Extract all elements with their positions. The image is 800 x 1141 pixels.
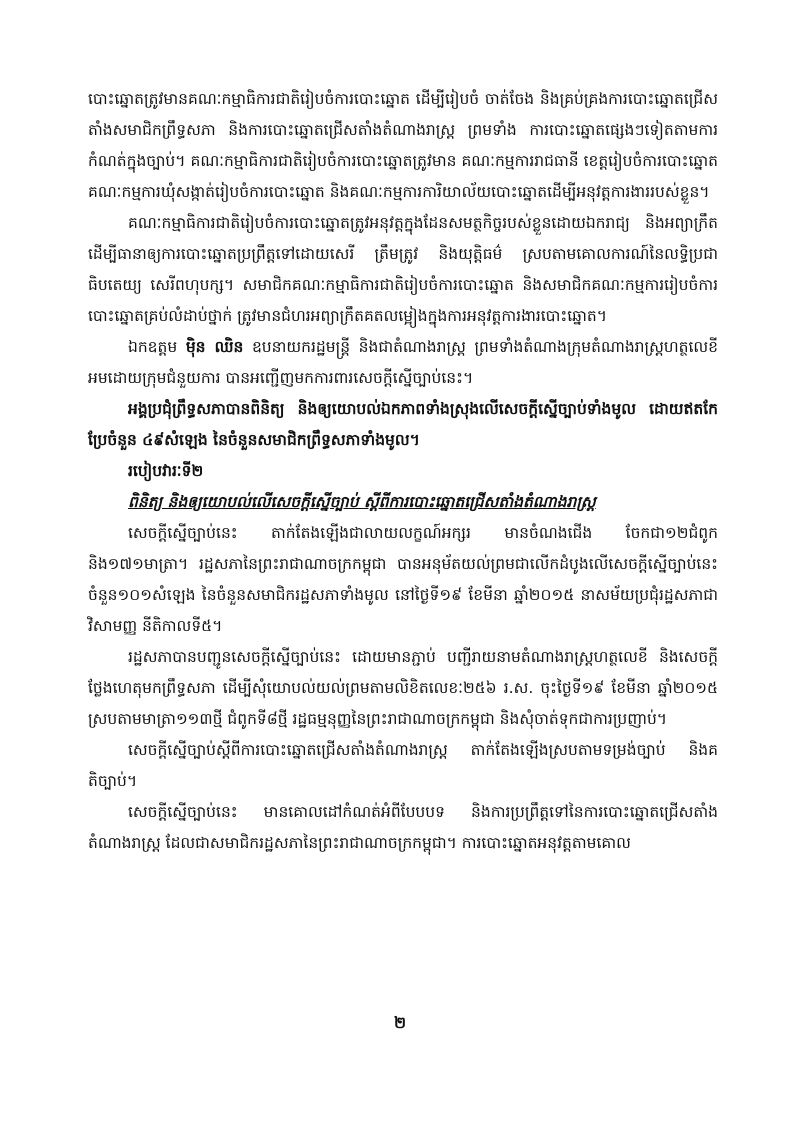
- paragraph-3: [88, 332, 718, 394]
- agenda-item-title: ពិនិត្យ និងឲ្យយោបល់លើសេចក្តីស្នើច្បាប់ ស្តីពីការបោះឆ្នោតជ្រើសតាំងតំណាងរាស្ត្រ: [128, 493, 596, 511]
- agenda-item-label: របៀបវារៈទី២: [128, 462, 204, 480]
- paragraph-5: សេចក្តីស្នើច្បាប់នេះ តាក់តែងឡើងជាលាយលក្ខណ៍អក្សរ មានចំណងជើង ចែកជា១២ជំពូក និង១៧១មាត្រា។ រដ្ឋសភានៃព្រះរាជាណាចក្រកម្ពុជា បានអនុម័តយល់ព្រមជាលើកដំបូងលើសេចក្តីស្នើច្បាប់នេះ ចំនួន១០១សំឡេង នៃចំនួនសមាជិករដ្ឋសភាទាំងមូល នៅថ្ងៃទី១៩ ខែមីនា ឆ្នាំ២០១៥ នាសម័យប្រជុំរដ្ឋសភាជាវិសាមញ្ញ នីតិកាលទី៥។: [88, 524, 718, 635]
- paragraph-7: សេចក្តីស្នើច្បាប់ស្តីពីការបោះឆ្នោតជ្រើសតាំងតំណាងរាស្ត្រ តាក់តែងឡើងស្របតាមទម្រង់ច្បាប់ និងគតិច្បាប់។: [88, 741, 718, 790]
- paragraph-6: រដ្ឋសភាបានបញ្ជូនសេចក្តីស្នើច្បាប់នេះ ដោយមានភ្ជាប់ បញ្ជីរាយនាមតំណាងរាស្ត្រហត្ថលេខី និងសេចក្តីថ្លែងហេតុមកព្រឹទ្ធសភា ដើម្បីសុំយោបល់យល់ព្រមតាមលិខិតលេខៈ២៥៦ រ.ស. ចុះថ្ងៃទី១៩ ខែមីនា ឆ្នាំ២០១៥ ស្របតាមមាត្រា១១៣ថ្មី ជំពូកទី៨ថ្មី រដ្ឋធម្មនុញ្ញនៃព្រះរាជាណាចក្រកម្ពុជា និងសុំចាត់ទុកជាការប្រញាប់។: [88, 648, 718, 728]
- paragraph-3-prefix: ឯកឧត្តម: [128, 338, 186, 356]
- page-number: ២: [393, 1013, 407, 1032]
- document-body: [88, 84, 718, 859]
- paragraph-1: បោះឆ្នោតត្រូវមានគណៈកម្មាធិការជាតិរៀបចំការបោះឆ្នោត ដើម្បីរៀបចំ ចាត់ចែង និងគ្រប់គ្រងការបោះឆ្នោតជ្រើសតាំងសមាជិកព្រឹទ្ធសភា និងការបោះឆ្នោតជ្រើសតាំងតំណាងរាស្ត្រ ព្រមទាំង ការបោះឆ្នោតផ្សេងៗទៀតតាមការកំណត់ក្នុងច្បាប់។ គណៈកម្មាធិការជាតិរៀបចំការបោះឆ្នោតត្រូវមាន គណៈកម្មការរាជធានី ខេត្តរៀបចំការបោះឆ្នោត គណៈកម្មការឃុំសង្កាត់រៀបចំការបោះឆ្នោត និងគណៈកម្មការការិយាល័យបោះឆ្នោតដើម្បីអនុវត្តការងាររបស់ខ្លួន។: [88, 90, 718, 201]
- minister-name: ម៉ិន ឈិន: [185, 338, 244, 356]
- paragraph-8: សេចក្តីស្នើច្បាប់នេះ មានគោលដៅកំណត់អំពីបែបបទ និងការប្រព្រឹត្តទៅនៃការបោះឆ្នោតជ្រើសតាំងតំណាងរាស្ត្រ ដែលជាសមាជិករដ្ឋសភានៃព្រះរាជាណាចក្រកម្ពុជា។ ការបោះឆ្នោតអនុវត្តតាមគោល: [88, 803, 718, 852]
- paragraph-3-suffix: ឧបនាយករដ្ឋមន្ត្រី និងជាតំណាងរាស្ត្រ ព្រមទាំងតំណាងក្រុមតំណាងរាស្ត្រហត្ថលេខី អមដោយក្រុមជំនួយការ បានអញ្ជើញមកការពារសេចក្តីស្នើច្បាប់នេះ។: [88, 338, 718, 387]
- paragraph-4-vote-result: អង្គប្រជុំព្រឹទ្ធសភាបានពិនិត្យ និងឲ្យយោបល់ឯកភាពទាំងស្រុងលើសេចក្តីស្នើច្បាប់ទាំងមូល ដោយឥតកែប្រែចំនួន ៤៩សំឡេង នៃចំនួនសមាជិកព្រឹទ្ធសភាទាំងមូល។: [88, 400, 718, 449]
- paragraph-2: គណៈកម្មាធិការជាតិរៀបចំការបោះឆ្នោតត្រូវអនុវត្តក្នុងដែនសមត្ថកិច្ចរបស់ខ្លួនដោយឯករាជ្យ និងអព្យាក្រឹត ដើម្បីធានាឲ្យការបោះឆ្នោតប្រព្រឹត្តទៅដោយសេរី ត្រឹមត្រូវ និងយុត្តិធម៌ ស្របតាមគោលការណ៍នៃលទ្ធិប្រជាធិបតេយ្យ សេរីពហុបក្ស។ សមាជិកគណៈកម្មាធិការជាតិរៀបចំការបោះឆ្នោត និងសមាជិកគណៈកម្មការរៀបចំការបោះឆ្នោតគ្រប់លំដាប់ថ្នាក់ ត្រូវមានជំហរអព្យាក្រឹតគតលម្អៀងក្នុងការអនុវត្តការងារបោះឆ្នោត។: [88, 214, 718, 325]
